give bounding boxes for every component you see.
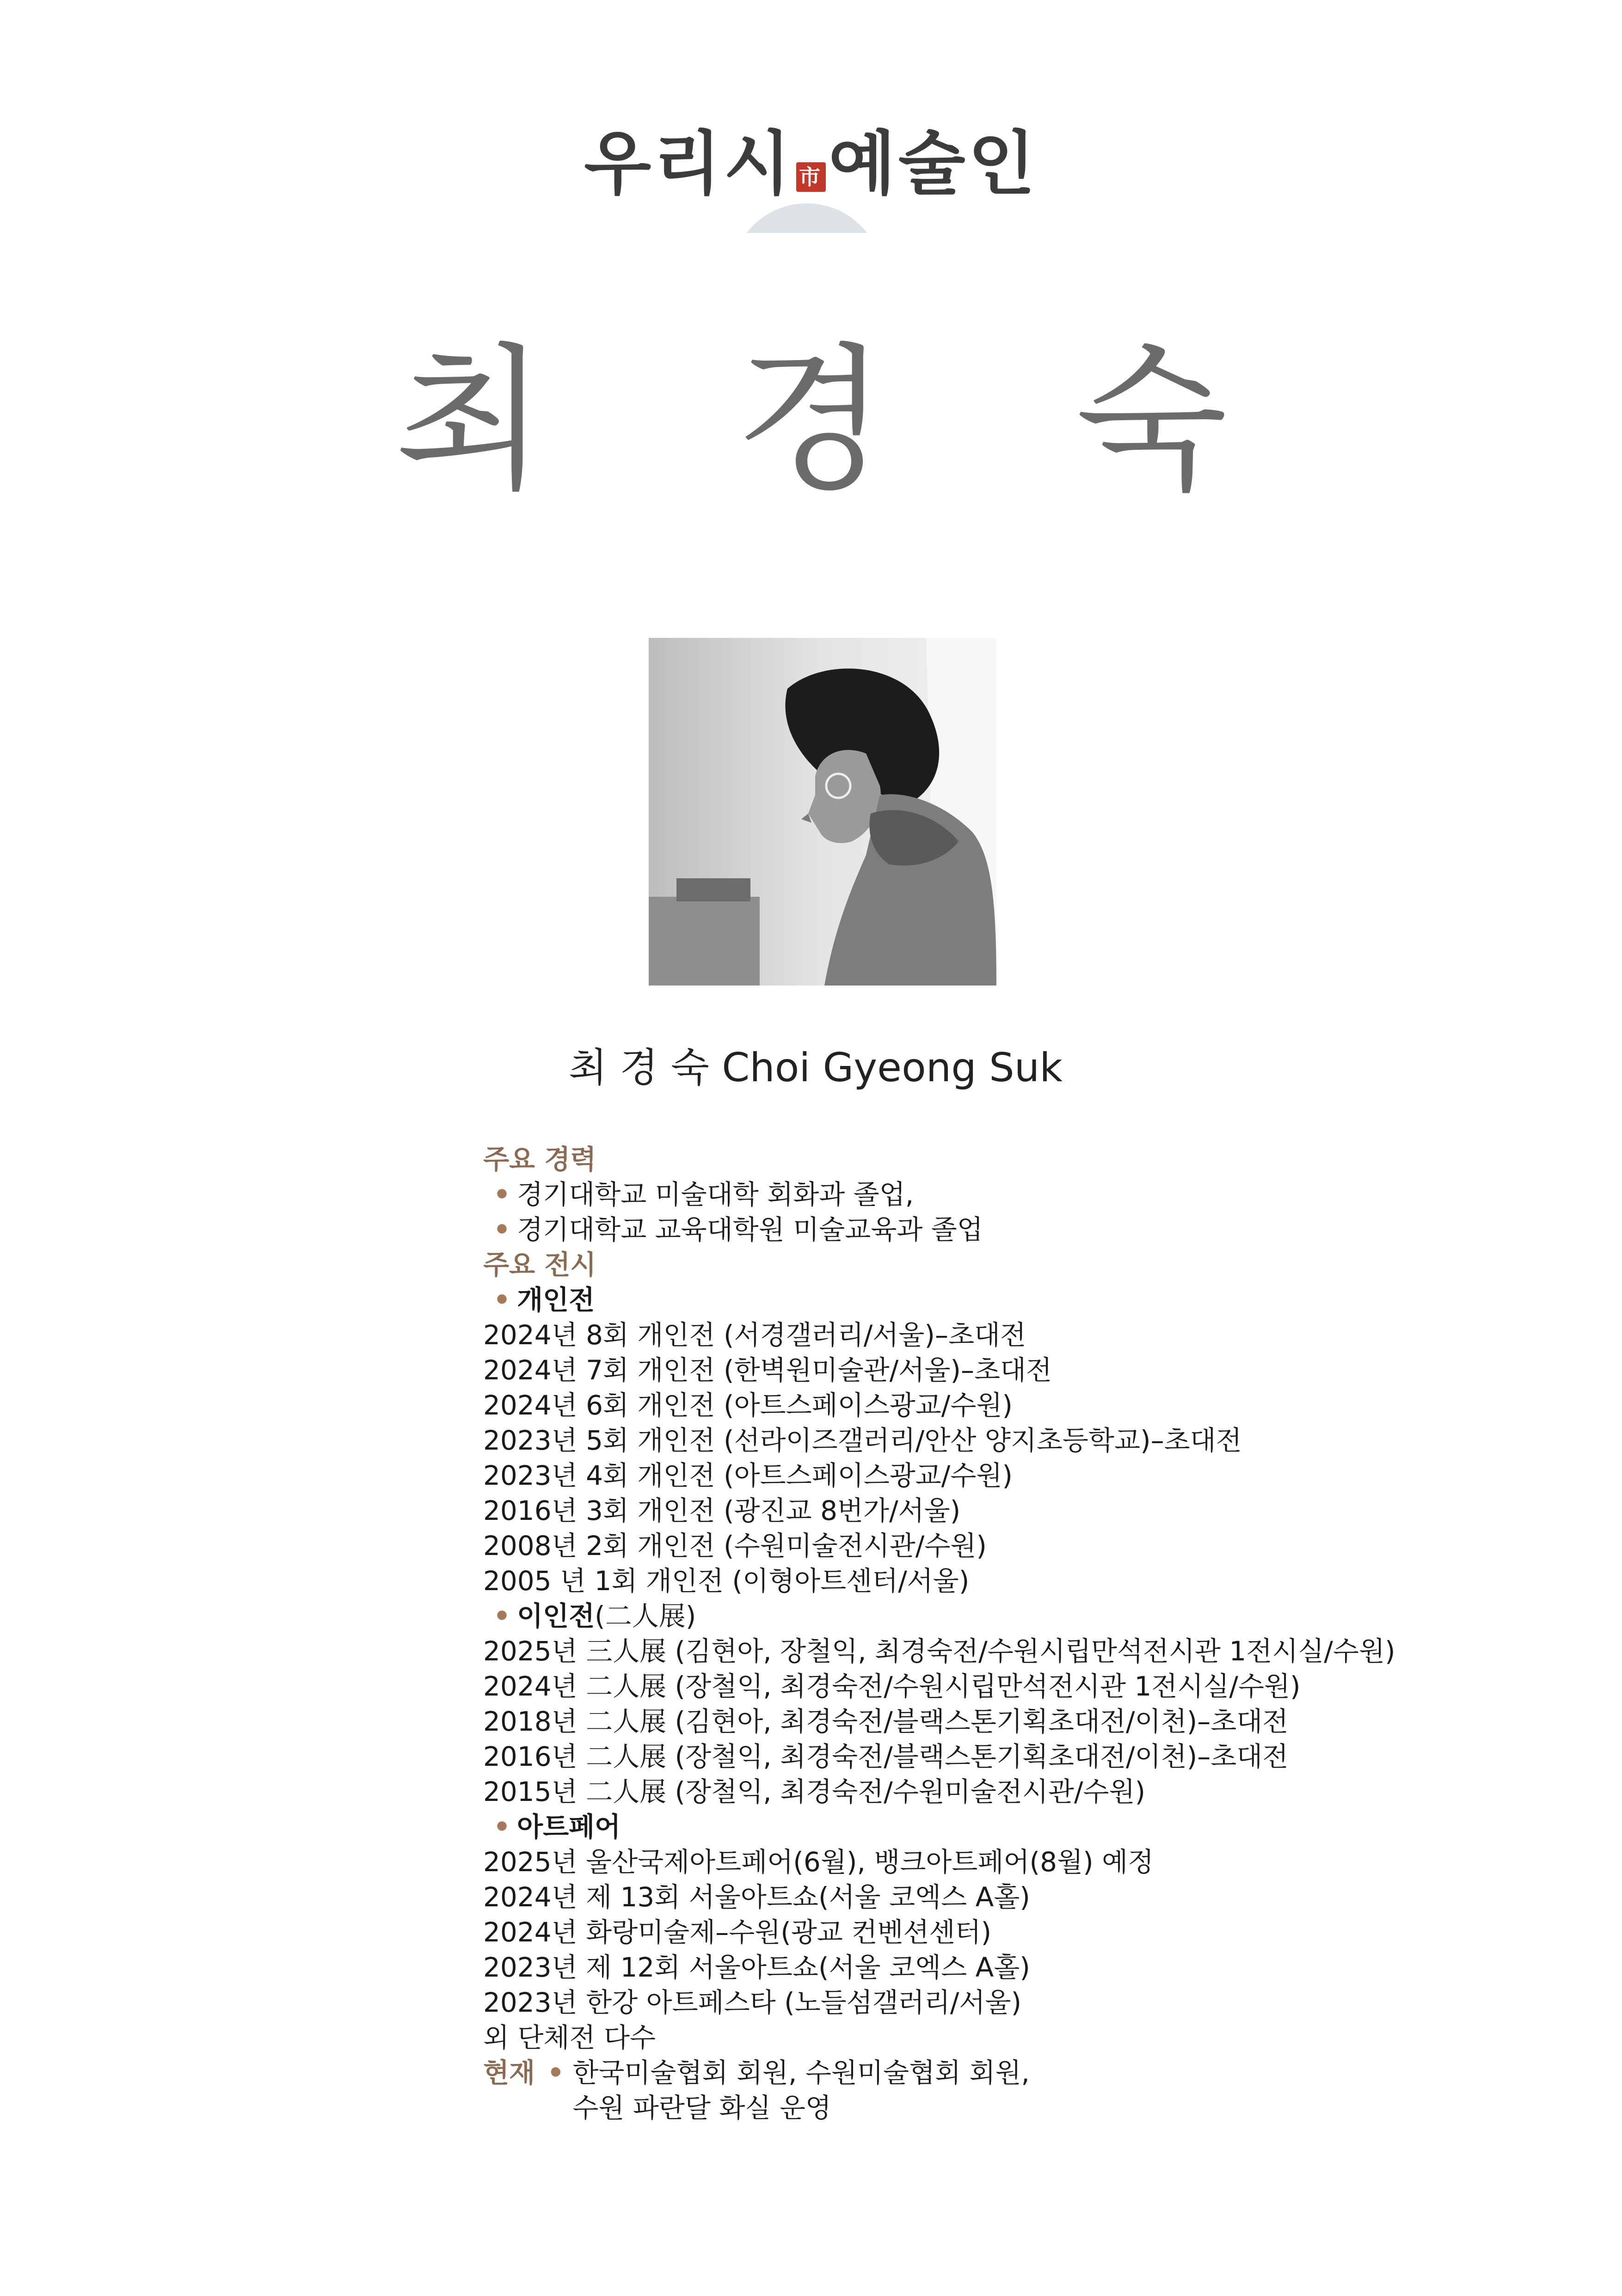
fair-item: 외 단체전 다수	[483, 2022, 656, 2053]
solo-item: 2008년 2회 개인전 (수원미술전시관/수원)	[483, 1530, 987, 1561]
career-heading: 주요 경력	[483, 1144, 596, 1175]
fair-item: 2025년 울산국제아트페어(6월), 뱅크아트페어(8월) 예정	[483, 1846, 1154, 1878]
present-label: 현재	[483, 2057, 535, 2088]
career-item: • 경기대학교 교육대학원 미술교육과 졸업	[493, 1214, 983, 1245]
solo-subheading: • 개인전	[493, 1284, 595, 1316]
solo-item: 2023년 4회 개인전 (아트스페이스광교/수원)	[483, 1460, 1013, 1491]
present-line: 한국미술협회 회원, 수원미술협회 회원,	[572, 2057, 1030, 2088]
portrait-image	[649, 638, 996, 986]
fair-item: 2023년 제 12회 서울아트쇼(서울 코엑스 A홀)	[483, 1952, 1030, 1983]
fair-subheading: • 아트페어	[493, 1811, 621, 1843]
fair-item: 2024년 화랑미술제–수원(광교 컨벤션센터)	[483, 1916, 992, 1948]
duo-item: 2015년 二人展 (장철익, 최경숙전/수원미술전시관/수원)	[483, 1776, 1146, 1807]
fair-item: 2023년 한강 아트페스타 (노들섬갤러리/서울)	[483, 1987, 1022, 2018]
solo-item: 2023년 5회 개인전 (선라이즈갤러리/안산 양지초등학교)–초대전	[483, 1425, 1242, 1456]
logo-badge: 市	[796, 162, 826, 192]
solo-item: 2024년 7회 개인전 (한벽원미술관/서울)–초대전	[483, 1354, 1052, 1386]
exhibitions-heading: 주요 전시	[483, 1249, 596, 1280]
solo-item: 2024년 6회 개인전 (아트스페이스광교/수원)	[483, 1390, 1013, 1421]
solo-item: 2005 년 1회 개인전 (이형아트센터/서울)	[483, 1565, 970, 1597]
solo-item: 2016년 3회 개인전 (광진교 8번가/서울)	[483, 1495, 961, 1526]
artist-name-full: 최 경 숙 Choi Gyeong Suk	[569, 1045, 1063, 1091]
present-line: 수원 파란달 화실 운영	[572, 2092, 831, 2124]
duo-item: 2018년 二人展 (김현아, 최경숙전/블랙스톤기획초대전/이천)–초대전	[483, 1706, 1289, 1737]
artist-photo	[649, 638, 996, 986]
logo-text: 우리시 市예술인	[584, 124, 1038, 204]
duo-item: 2025년 三人展 (김현아, 장철익, 최경숙전/수원시립만석전시관 1전시실/수원)	[483, 1635, 1395, 1667]
fair-item: 2024년 제 13회 서울아트쇼(서울 코엑스 A홀)	[483, 1881, 1030, 1913]
career-item: • 경기대학교 미술대학 회화과 졸업,	[493, 1179, 914, 1210]
cv-section	[483, 1142, 1547, 2125]
present-section: 현재 • 한국미술협회 회원, 수원미술협회 회원, 수원 파란달 화실 운영	[483, 2055, 1547, 2125]
logo	[0, 116, 1622, 236]
artist-name-large: 최 경 숙	[394, 329, 1297, 512]
duo-subheading: • 이인전(二人展)	[493, 1600, 696, 1632]
duo-item: 2024년 二人展 (장철익, 최경숙전/수원시립만석전시관 1전시실/수원)	[483, 1671, 1301, 1702]
solo-item: 2024년 8회 개인전 (서경갤러리/서울)–초대전	[483, 1319, 1026, 1351]
duo-item: 2016년 二人展 (장철익, 최경숙전/블랙스톤기획초대전/이천)–초대전	[483, 1741, 1289, 1772]
